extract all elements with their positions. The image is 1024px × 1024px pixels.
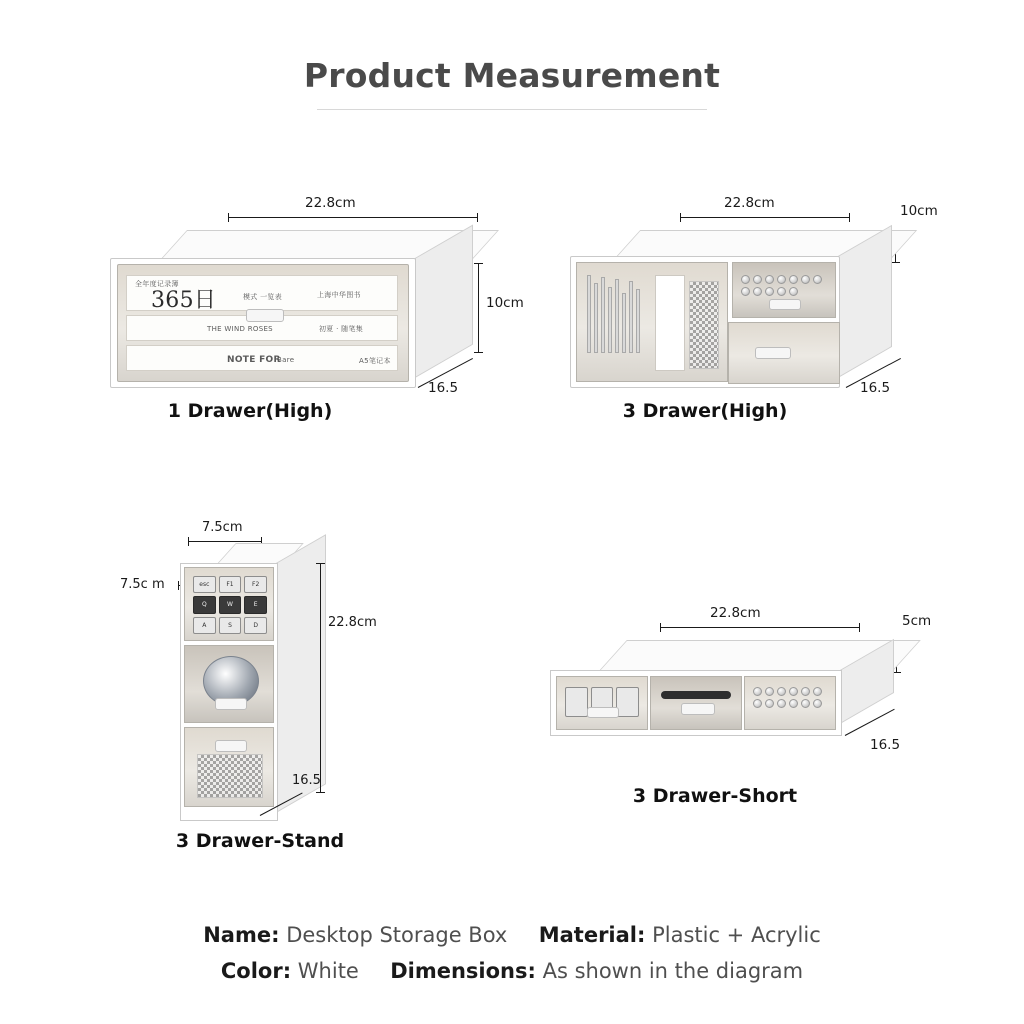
book-spine-right: 初夏 · 随笔集 [319, 325, 364, 333]
pen-item [615, 279, 619, 353]
ball-item [765, 699, 774, 708]
drawer-right [744, 676, 836, 730]
keycap [616, 687, 639, 717]
pen-item [601, 277, 605, 353]
drawer-bottom [184, 727, 274, 807]
specs-row-1 [0, 917, 1024, 954]
ball-item [753, 275, 762, 284]
drawer-handle[interactable] [215, 740, 247, 752]
ball-item [789, 275, 798, 284]
page-title: Product Measurement [303, 56, 721, 95]
spec-material-key: Material: [538, 922, 646, 947]
width-measure-line [660, 627, 860, 628]
book-item-bottom [126, 345, 398, 371]
keycap: A [193, 617, 216, 634]
ball-item [801, 699, 810, 708]
book-title-main: 365日 [151, 288, 217, 311]
side-label: 7.5c m [120, 577, 165, 592]
width-label: 22.8cm [724, 195, 775, 211]
title-divider [317, 109, 707, 110]
drawer-handle[interactable] [587, 707, 619, 718]
ball-group [753, 687, 829, 708]
ball-item [801, 275, 810, 284]
pen-item [622, 293, 626, 353]
height-label: 10cm [486, 295, 524, 311]
width-measure-line [228, 217, 478, 218]
product-caption: 3 Drawer(High) [622, 400, 788, 422]
width-label: 22.8cm [305, 195, 356, 211]
note-mark: A5笔记本 [359, 357, 391, 365]
box-illustration [570, 230, 950, 395]
pen-group [587, 273, 640, 353]
spec-name-key: Name: [203, 922, 280, 947]
height-measure-line [478, 263, 479, 353]
height-label: 5cm [902, 613, 932, 629]
note-for-sub: Bare [277, 356, 295, 364]
pen-item [587, 275, 591, 353]
product-three-drawer-high [560, 195, 980, 435]
spec-color-value: White [297, 959, 359, 984]
keycap: W [219, 596, 242, 613]
keycap: S [219, 617, 242, 634]
drawer-right-top [732, 262, 836, 318]
ball-item [777, 287, 786, 296]
width-label: 7.5cm [202, 520, 243, 535]
note-for-label: NOTE FOR [227, 355, 281, 365]
drawer-handle[interactable] [755, 347, 791, 359]
cable-item [661, 691, 731, 699]
ball-item [741, 275, 750, 284]
depth-label: 16.5 [870, 737, 901, 753]
book-mode: 模式 一览表 [243, 293, 283, 301]
keycap: E [244, 596, 267, 613]
ball-item [777, 687, 786, 696]
depth-label: 16.5 [860, 380, 891, 396]
spec-dimensions-key: Dimensions: [390, 959, 536, 984]
ball-item [813, 687, 822, 696]
height-label: 22.8cm [328, 615, 377, 630]
spec-name-value: Desktop Storage Box [286, 922, 508, 947]
notebook-stack [655, 275, 685, 371]
ball-item [813, 699, 822, 708]
width-measure-line [680, 217, 850, 218]
height-label: 10cm [900, 203, 938, 219]
pen-item [608, 287, 612, 353]
specs-row-2 [0, 953, 1024, 990]
width-label: 22.8cm [710, 605, 761, 621]
drawer-left [556, 676, 648, 730]
spec-color-key: Color: [220, 959, 292, 984]
ball-item [813, 275, 822, 284]
ball-item [753, 287, 762, 296]
ball-item [741, 287, 750, 296]
drawer-middle [650, 676, 742, 730]
keycap: esc [193, 576, 216, 593]
keycap: F1 [219, 576, 242, 593]
ball-item [801, 687, 810, 696]
book-title-cn: 全年度记录簿 [135, 280, 179, 288]
drawer-handle[interactable] [215, 698, 247, 710]
pen-item [636, 289, 640, 353]
pen-item [594, 283, 598, 353]
height-measure-line [320, 563, 321, 793]
drawer-handle[interactable] [769, 299, 801, 310]
ball-item [789, 687, 798, 696]
spec-material-value: Plastic + Acrylic [652, 922, 821, 947]
keycap-grid [193, 576, 267, 634]
width-measure-line [188, 541, 262, 542]
keycap: D [244, 617, 267, 634]
box-illustration [110, 230, 490, 395]
spec-dimensions-value: As shown in the diagram [542, 959, 804, 984]
drawer-handle[interactable] [246, 309, 284, 322]
ball-item [789, 287, 798, 296]
product-caption: 3 Drawer-Stand [175, 830, 345, 852]
product-caption: 3 Drawer-Short [632, 785, 798, 807]
drawer-left-tall [576, 262, 728, 382]
drawer-handle[interactable] [681, 703, 715, 715]
keycap: Q [193, 596, 216, 613]
ball-item [765, 687, 774, 696]
ball-item [765, 287, 774, 296]
box-side-face [276, 534, 326, 813]
pen-item [629, 281, 633, 353]
book-item-top [126, 275, 398, 311]
ball-item [753, 687, 762, 696]
product-caption: 1 Drawer(High) [167, 400, 333, 422]
keycap: F2 [244, 576, 267, 593]
product-one-drawer-high [100, 195, 524, 435]
drawer-middle [184, 645, 274, 723]
book-brand: 上海中华图书 [317, 291, 361, 299]
product-three-drawer-short [540, 595, 960, 825]
checkered-item [689, 281, 719, 369]
drawer-right-bottom [728, 322, 840, 384]
ball-item [789, 699, 798, 708]
ball-item [753, 699, 762, 708]
checkered-item [197, 754, 263, 798]
ball-item [777, 699, 786, 708]
book-spine-text: THE WIND ROSES [207, 325, 273, 333]
product-three-drawer-stand [120, 515, 420, 875]
depth-label: 16.5 [292, 773, 321, 788]
specs-block [0, 917, 1024, 991]
box-illustration [180, 543, 370, 823]
ball-group [741, 275, 829, 296]
keycap [565, 687, 588, 717]
ball-item [777, 275, 786, 284]
ball-item [765, 275, 774, 284]
drawer-front [117, 264, 409, 382]
drawer-top [184, 567, 274, 641]
depth-label: 16.5 [428, 380, 459, 396]
